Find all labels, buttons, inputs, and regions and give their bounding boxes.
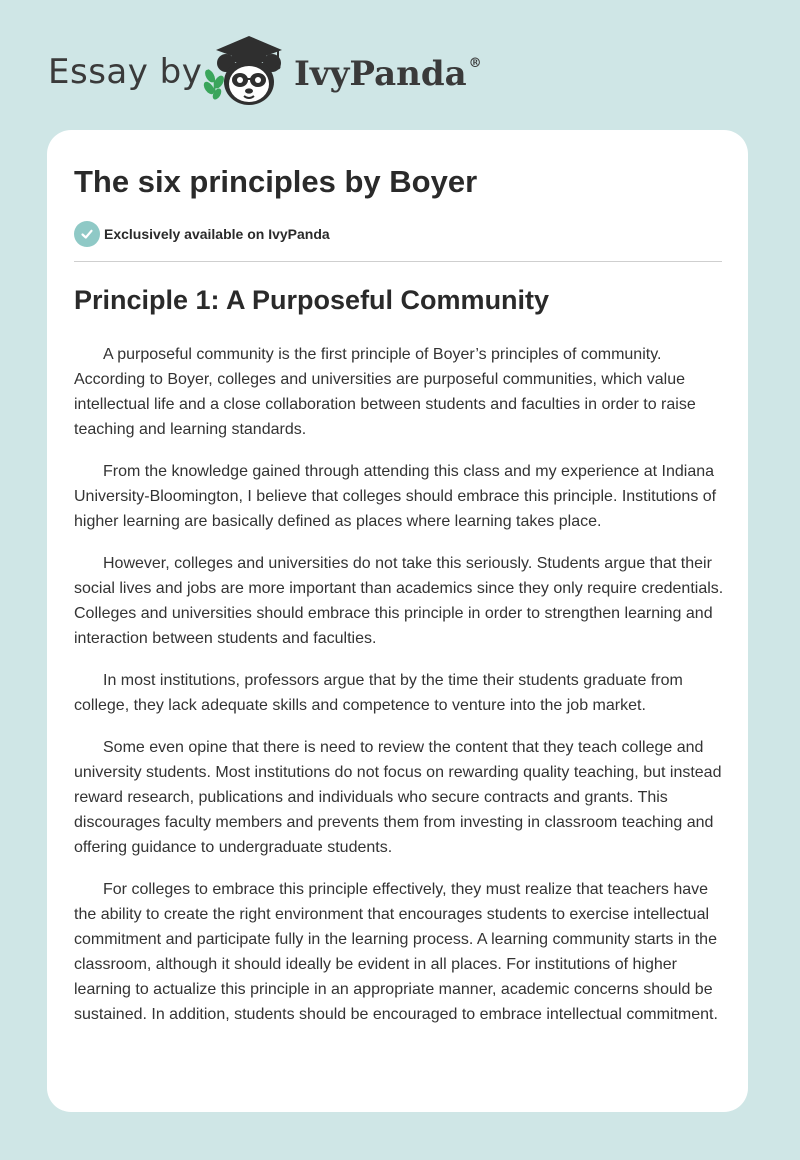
paragraph: From the knowledge gained through attending this class and my experience at Indiana University-Bloomington, I believe that colleges should embrace this principle. Institutions of higher learning are basically defined as places where learning takes place. [74,463,717,530]
paragraph: However, colleges and universities do not take this seriously. Students argue that their social lives and jobs are more important than academics since they only require credentials. Colleges and universities should embrace this principle in order to strengthen learning and interaction between students and faculties. [74,555,724,647]
paragraph: In most institutions, professors argue that by the time their students graduate from college, they lack adequate skills and competence to venture into the job market. [74,672,683,714]
exclusive-badge [74,221,330,247]
brand-name[interactable]: IvyPanda ® [294,54,482,94]
paragraph: A purposeful community is the first principle of Boyer’s principles of community. According to Boyer, colleges and universities are purposeful communities, which value intellectual life and a close collaboration between students and faculties in order to raise teaching and learning standards. [74,346,696,438]
section-heading: Principle 1: A Purposeful Community [74,285,550,315]
paragraph: For colleges to embrace this principle effectively, they must realize that teachers have the ability to create the right environment that encourages students to exercise intellectual commitment and participate fully in the learning process. A learning community starts in the classroom, although it should ideally be evident in all places. For institutions of higher learning to actualize this principle in an appropriate manner, academic concerns should be sustained. In addition, students should be encouraged to embrace intellectual commitment. [74,881,718,1023]
paragraph: Some even opine that there is need to review the content that they teach college and university students. Most institutions do not focus on rewarding quality teaching, but instead reward research, publications and individuals who secure contracts and grants. This discourages faculty members and prevents them from investing in classroom teaching and offering guidance to undergraduate students. [74,739,722,856]
exclusive-badge-label: Exclusively available on IvyPanda [104,226,330,242]
site-header [48,30,748,110]
divider [74,261,722,262]
essay-card [47,130,748,1112]
page-title: The six principles by Boyer [74,164,478,199]
essay-by-label: Essay by [48,52,203,92]
essay-body [74,342,725,1044]
check-circle-icon [74,221,100,247]
registered-mark: ® [468,55,482,71]
panda-graduate-icon[interactable] [200,30,290,110]
